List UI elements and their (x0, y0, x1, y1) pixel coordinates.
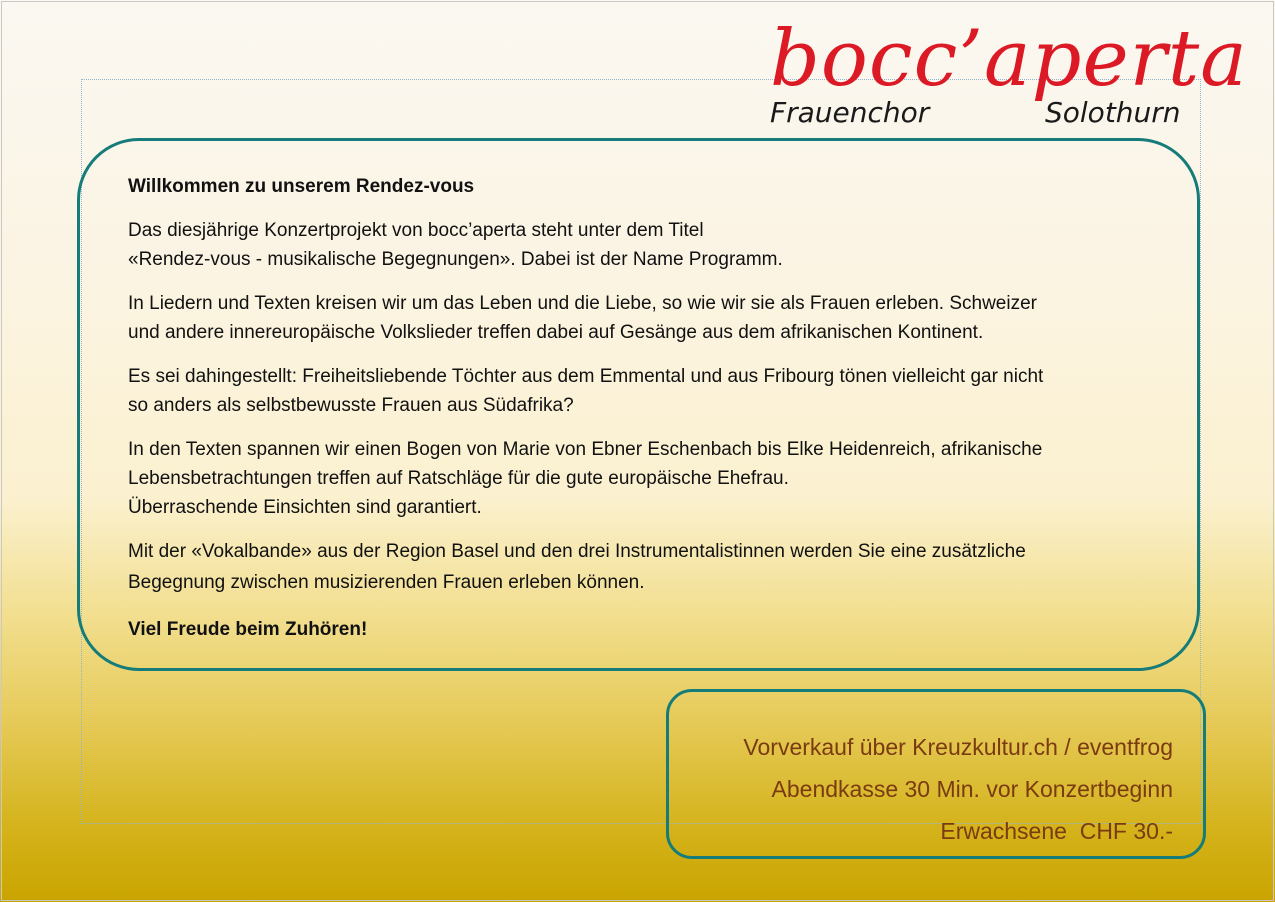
logo-name: bocc’aperta (770, 14, 1248, 104)
paragraph-line: Das diesjährige Konzertprojekt von bocc’aperta steht unter dem Titel (128, 220, 704, 241)
paragraph-intro (128, 216, 1178, 274)
paragraph-line: In Liedern und Texten kreisen wir um das Leben und die Liebe, so wie wir sie als Frauen erleben. Schweizer (128, 293, 1037, 314)
logo (760, 14, 1248, 134)
paragraph-comparison (128, 362, 1178, 420)
welcome-text (128, 172, 1178, 659)
paragraph-line: und andere innereuropäische Volkslieder treffen dabei auf Gesänge aus dem afrikanischen Kontinent. (128, 322, 984, 343)
paragraph-line: Mit der «Vokalbande» aus der Region Basel und den drei Instrumentalistinnen werden Sie eine zusätzliche (128, 541, 1026, 562)
paragraph-line: so anders als selbstbewusste Frauen aus Südafrika? (128, 395, 574, 416)
paragraph-line: Lebensbetrachtungen treffen auf Ratschläge für die gute europäische Ehefrau. (128, 468, 789, 489)
closing-line: Viel Freude beim Zuhören! (128, 619, 368, 640)
paragraph-line: Überraschende Einsichten sind garantiert. (128, 497, 482, 518)
paragraph-texts (128, 435, 1178, 522)
presale-line: Vorverkauf über Kreuzkultur.ch / eventfrog (743, 734, 1173, 760)
paragraph-line: In den Texten spannen wir einen Bogen von Marie von Ebner Eschenbach bis Elke Heidenreich, afrikanische (128, 439, 1043, 460)
welcome-heading: Willkommen zu unserem Rendez-vous (128, 176, 475, 197)
box-office-line: Abendkasse 30 Min. vor Konzertbeginn (771, 776, 1173, 802)
logo-subtitle-frauenchor: Frauenchor (770, 96, 930, 129)
paragraph-line: Es sei dahingestellt: Freiheitsliebende Töchter aus dem Emmental und aus Fribourg tönen vielleicht gar nicht (128, 366, 1044, 387)
ticket-info-text (743, 726, 1173, 852)
paragraph-line: «Rendez-vous - musikalische Begegnungen». Dabei ist der Name Programm. (128, 249, 783, 270)
price-line: Erwachsene CHF 30.- (940, 818, 1173, 844)
paragraph-guests (128, 537, 1178, 600)
logo-subtitle-solothurn: Solothurn (1045, 96, 1181, 129)
paragraph-line: Begegnung zwischen musizierenden Frauen erleben können. (128, 572, 645, 593)
paragraph-themes (128, 289, 1178, 347)
